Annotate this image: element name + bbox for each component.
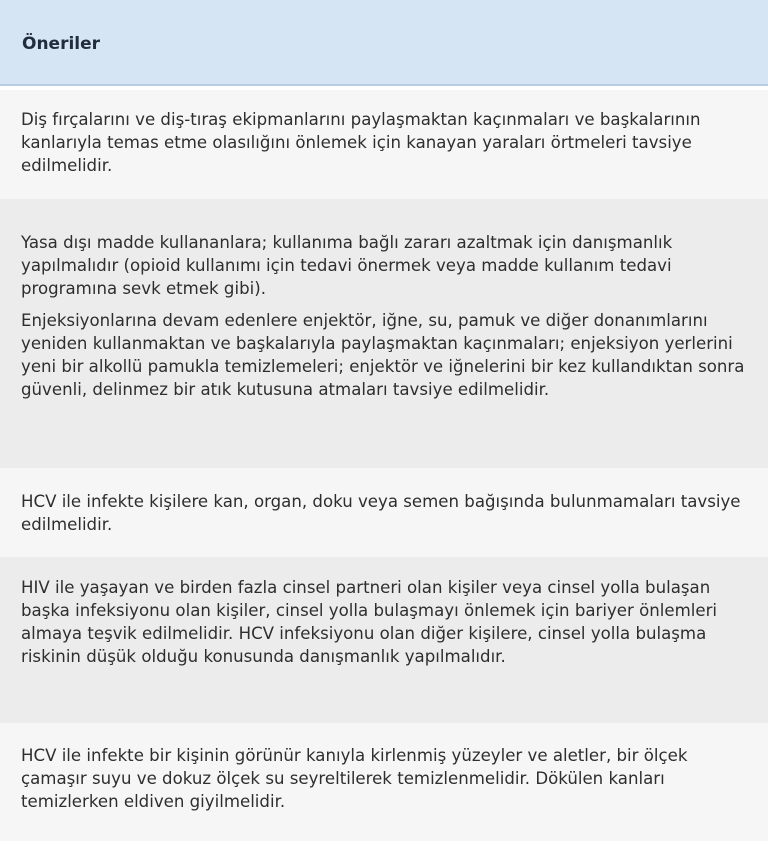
header-title: Öneriler — [22, 34, 101, 54]
row-text: Yasa dışı madde kullananlara; kullanıma bağlı zararı azaltmak için danışmanlık yapılmalıdır (opioid kullanımı için tedavi önermek veya madde kullanım tedavi programına sevk etmek gibi). — [21, 233, 673, 298]
table-row — [0, 90, 768, 199]
table-row — [0, 723, 768, 841]
row-text: Enjeksiyonlarına devam edenlere enjektör, iğne, su, pamuk ve diğer donanımlarını yeniden kullanmaktan ve başkalarıyla paylaşmaktan kaçınmaları; enjeksiyon yerlerini yeni bir alkollü pamukla temizlemeleri; enjektör ve iğnelerini bir kez kullandıktan sonra güvenli, delinmez bir atık kutusuna atmaları tavsiye edilmelidir. — [21, 311, 745, 399]
table-row — [0, 557, 768, 723]
row-text: HCV ile infekte bir kişinin görünür kanıyla kirlenmiş yüzeyler ve aletler, bir ölçek çamaşır suyu ve dokuz ölçek su seyreltilerek temizlenmelidir. Dökülen kanları temizlerken eldiven giyilmelidir. — [21, 746, 688, 811]
row-text: HIV ile yaşayan ve birden fazla cinsel partneri olan kişiler veya cinsel yolla bulaşan başka infeksiyonu olan kişiler, cinsel yolla bulaşmayı önlemek için bariyer önlemleri almaya teşvik edilmelidir. HCV infeksiyonu olan diğer kişilere, cinsel yolla bulaşma riskinin düşük olduğu konusunda danışmanlık yapılmalıdır. — [21, 578, 718, 666]
row-text: HCV ile infekte kişilere kan, organ, doku veya semen bağışında bulunmamaları tavsiye edilmelidir. — [21, 492, 741, 534]
table-header — [0, 0, 768, 86]
table-row — [0, 468, 768, 557]
row-text: Diş fırçalarını ve diş-tıraş ekipmanlarını paylaşmaktan kaçınmaları ve başkalarının kanlarıyla temas etme olasılığını önlemek için kanayan yaraları örtmeleri tavsiye edilmelidir. — [21, 110, 701, 175]
table-row — [0, 199, 768, 468]
